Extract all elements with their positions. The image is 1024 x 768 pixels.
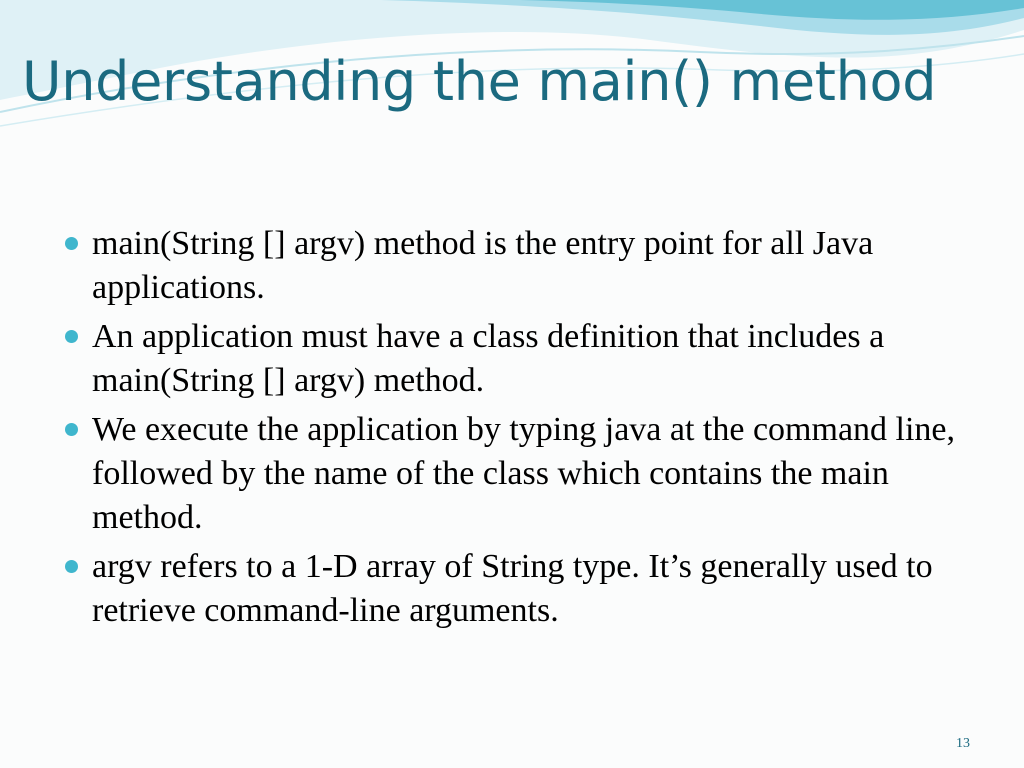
bullet-item (64, 545, 964, 633)
bullet-text: main(String [] argv) method is the entry point for all Java applications. (92, 225, 874, 306)
bullet-text: We execute the application by typing java at the command line, followed by the name of the class which contains the main method. (92, 411, 956, 536)
bullet-dot-icon (65, 237, 78, 250)
bullet-dot-icon (65, 330, 78, 343)
bullet-item (64, 315, 964, 403)
page-number: 13 (956, 736, 970, 751)
bullet-text: argv refers to a 1-D array of String type. It’s generally used to retrieve command-line arguments. (92, 548, 933, 629)
slide-title: Understanding the main() method (22, 50, 937, 113)
bullet-text: An application must have a class definition that includes a main(String [] argv) method. (92, 318, 885, 399)
bullet-list (64, 222, 964, 638)
bullet-item (64, 222, 964, 310)
bullet-dot-icon (65, 560, 78, 573)
bullet-item (64, 408, 964, 540)
bullet-dot-icon (65, 423, 78, 436)
